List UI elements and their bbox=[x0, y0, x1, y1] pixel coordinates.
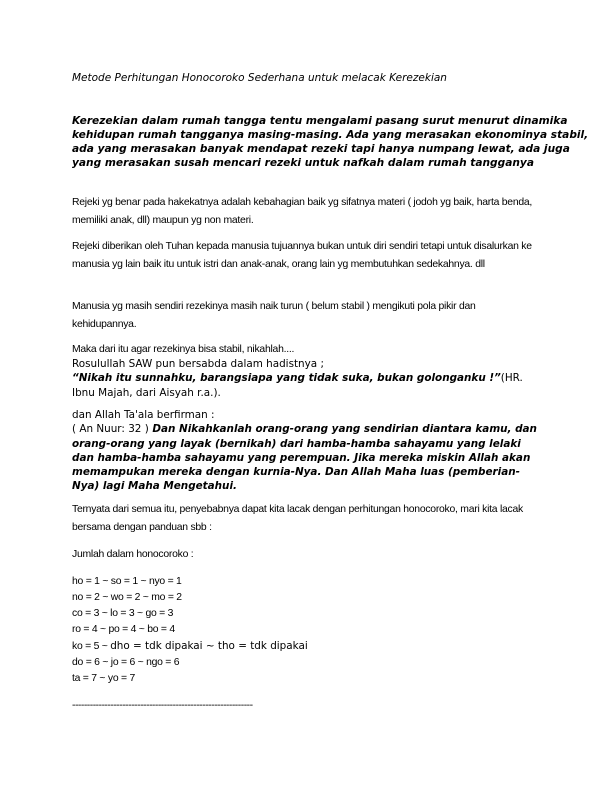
hadist-quote-line bbox=[72, 371, 572, 386]
hadist-source-line: Rosulullah SAW pun bersabda dalam hadistnya ; bbox=[72, 358, 324, 370]
hadist-ref-a: (HR. bbox=[500, 372, 523, 384]
table-cell: dho = tdk dipakai ~ tho = tdk dipakai bbox=[110, 640, 308, 652]
table-row bbox=[72, 638, 572, 655]
paragraph-hadist bbox=[72, 343, 572, 400]
table-row: co = 3 ~ lo = 3 ~ go = 3 bbox=[72, 608, 174, 619]
firman-text-3: dan hamba-hamba sahayamu yang perempuan. Jika mereka miskin Allah akan bbox=[72, 452, 531, 464]
table-row: no = 2 ~ wo = 2 ~ mo = 2 bbox=[72, 592, 182, 603]
paragraph-rejeki-diberikan: Rejeki diberikan oleh Tuhan kepada manusia tujuannya bukan untuk diri sendiri tetapi untuk disalurkan ke manusia yg lain baik itu untuk istri dan anak-anak, orang lain yg membutuhkan sedekahnya. dll bbox=[72, 241, 532, 270]
table-row: ho = 1 ~ so = 1 ~ nyo = 1 bbox=[72, 576, 182, 587]
table-row: do = 6 ~ jo = 6 ~ ngo = 6 bbox=[72, 657, 180, 668]
paragraph-jumlah: Jumlah dalam honocoroko : bbox=[72, 549, 194, 560]
hadist-ref-b: Ibnu Majah, dari Aisyah r.a.). bbox=[72, 387, 221, 399]
paragraph-rejeki-hakekat: Rejeki yg benar pada hakekatnya adalah kebahagian baik yg sifatnya materi ( jodoh yg baik, harta benda, memiliki anak, dll) maupun yg non materi. bbox=[72, 197, 533, 226]
intro-paragraph: Kerezekian dalam rumah tangga tentu mengalami pasang surut menurut dinamika kehidupan rumah tangganya masing-masing. Ada yang merasakan ekonominya stabil, ada yang merasakan banyak mendapat rezeki tapi hanya numpang lewat, ada juga yang merasakan susah mencari rezeki untuk nafkah dalam rumah tangganya bbox=[72, 115, 589, 169]
table-row: ta = 7 ~ yo = 7 bbox=[72, 673, 135, 684]
paragraph-firman bbox=[72, 408, 572, 493]
divider-rule: ------------------------------------------------------------- bbox=[72, 700, 253, 711]
hadist-quote: “Nikah itu sunnahku, barangsiapa yang tidak suka, bukan golonganku !” bbox=[72, 372, 501, 384]
honocoroko-table bbox=[72, 574, 572, 687]
table-cell: ko = 5 ~ bbox=[72, 641, 111, 652]
firman-text-1: Dan Nikahkanlah orang-orang yang sendirian diantara kamu, dan bbox=[148, 423, 537, 435]
document-title: Metode Perhitungan Honocoroko Sederhana untuk melacak Kerezekian bbox=[72, 72, 447, 84]
firman-text-5: Nya) lagi Maha Mengetahui. bbox=[72, 480, 237, 492]
paragraph-manusia-sendiri: Manusia yg masih sendiri rezekinya masih naik turun ( belum stabil ) mengikuti pola pikir dan kehidupannya. bbox=[72, 301, 476, 330]
firman-ref: ( An Nuur: 32 ) bbox=[72, 423, 149, 435]
hadist-intro-line: Maka dari itu agar rezekinya bisa stabil, nikahlah.... bbox=[72, 344, 295, 355]
table-row: ro = 4 ~ po = 4 ~ bo = 4 bbox=[72, 624, 175, 635]
paragraph-ternyata: Ternyata dari semua itu, penyebabnya dapat kita lacak dengan perhitungan honocoroko, mari kita lacak bersama dengan panduan sbb : bbox=[72, 504, 523, 533]
firman-intro: dan Allah Ta'ala berfirman : bbox=[72, 409, 215, 421]
firman-line-1 bbox=[72, 422, 572, 437]
firman-text-2: orang-orang yang layak (bernikah) dari hamba-hamba sahayamu yang lelaki bbox=[72, 438, 521, 450]
firman-text-4: memampukan mereka dengan kurnia-Nya. Dan Allah Maha luas (pemberian- bbox=[72, 466, 520, 478]
